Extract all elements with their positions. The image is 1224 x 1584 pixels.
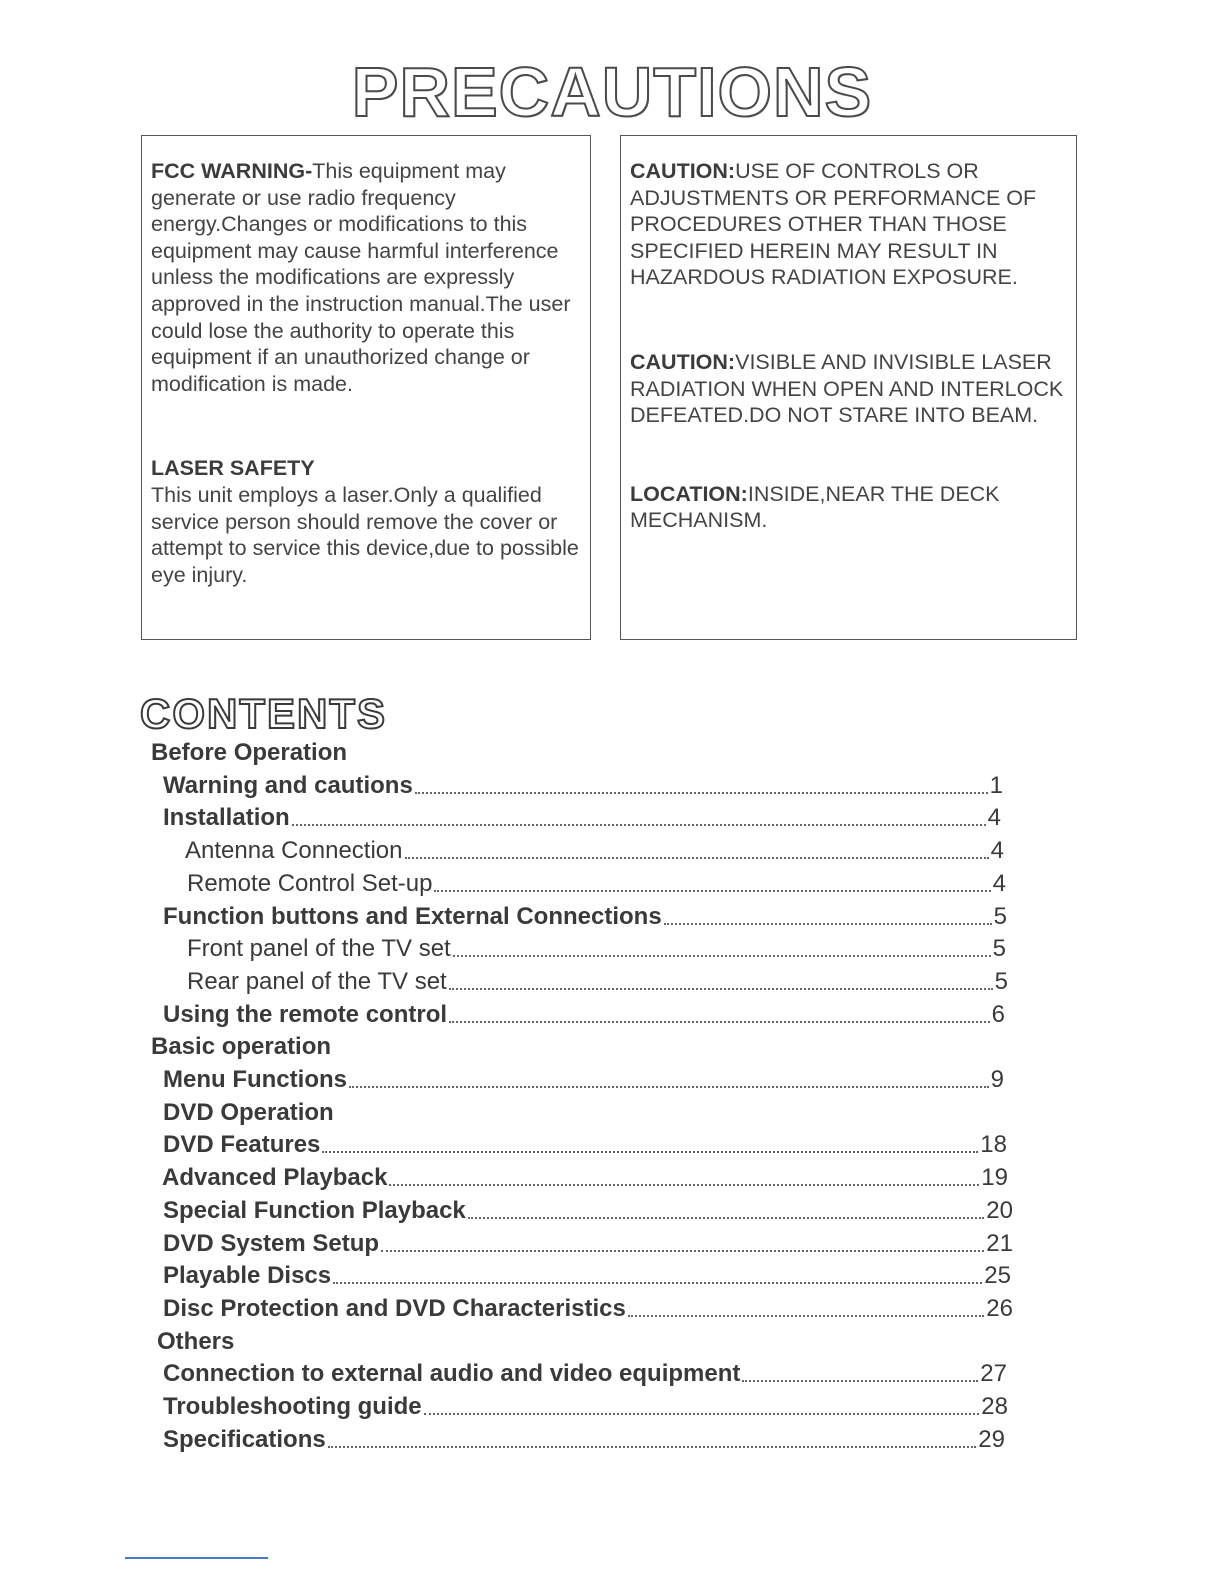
toc-entry-label: DVD Operation [163, 1098, 334, 1126]
toc-page-number: 4 [992, 869, 1006, 897]
toc-entry-label: Remote Control Set-up [187, 869, 433, 897]
toc-entry [163, 1228, 1013, 1258]
toc-leader-dots [405, 857, 989, 859]
page-title: PRECAUTIONS [351, 53, 873, 131]
caution-label-2: CAUTION: [630, 349, 736, 374]
contents-heading: CONTENTS [140, 690, 387, 737]
toc-page-number: 4 [987, 804, 1001, 832]
toc-entry [163, 1358, 1007, 1388]
toc-page-number: 28 [981, 1393, 1008, 1420]
caution-laser-text: VISIBLE AND INVISIBLE LASER RADIATION WHEN OPEN AND INTERLOCK DEFEATED.DO NOT STARE INTO BEAM. [630, 349, 1064, 428]
toc-entry [151, 737, 347, 767]
toc-leader-dots [742, 1380, 978, 1382]
location-label: LOCATION: [630, 481, 748, 506]
toc-entry-label: Special Function Playback [163, 1196, 466, 1224]
toc-entry-label: Function buttons and External Connections [163, 902, 662, 930]
toc-entry-label: Installation [163, 804, 290, 832]
toc-entry-label: Front panel of the TV set [187, 935, 451, 963]
toc-page-number: 9 [990, 1066, 1004, 1093]
toc-leader-dots [389, 1184, 979, 1186]
toc-entry-label: Others [157, 1327, 235, 1355]
caution-label-1: CAUTION: [630, 159, 736, 183]
location-text: INSIDE,NEAR THE DECK MECHANISM. [630, 481, 1000, 533]
toc-entry-label: Menu Functions [163, 1066, 347, 1093]
toc-entry-label: Playable Discs [163, 1262, 332, 1290]
toc-entry [163, 1293, 1013, 1323]
toc-leader-dots [328, 1446, 977, 1448]
toc-leader-dots [292, 824, 986, 826]
toc-leader-dots [434, 890, 990, 892]
footer-rule [125, 1557, 268, 1559]
toc-entry [187, 966, 1008, 996]
toc-entry [163, 1195, 1013, 1225]
toc-page-number: 5 [994, 967, 1008, 995]
toc-entry [163, 1097, 334, 1127]
toc-page-number: 29 [978, 1425, 1005, 1453]
toc-leader-dots [468, 1217, 985, 1219]
toc-leader-dots [453, 955, 991, 957]
toc-leader-dots [424, 1413, 980, 1415]
toc-entry [185, 835, 1004, 865]
toc-leader-dots [349, 1086, 989, 1088]
toc-leader-dots [415, 792, 988, 794]
toc-entry [151, 1031, 331, 1061]
toc-entry [157, 1326, 234, 1356]
toc-page-number: 27 [980, 1360, 1007, 1388]
toc-entry-label: Specifications [163, 1425, 326, 1453]
toc-entry-label: Troubleshooting guide [163, 1393, 422, 1420]
toc-entry [163, 999, 1005, 1029]
toc-page-number: 20 [986, 1196, 1013, 1224]
toc-leader-dots [628, 1315, 984, 1317]
toc-page-number: 19 [981, 1164, 1008, 1192]
toc-entry [163, 1391, 1008, 1421]
caution-controls-paragraph [630, 158, 1068, 291]
toc-leader-dots [333, 1282, 982, 1284]
toc-entry [163, 901, 1007, 931]
toc-entry-label: Basic operation [151, 1033, 332, 1061]
fcc-warning-paragraph [151, 158, 582, 397]
toc-entry [163, 1424, 1005, 1454]
toc-entry [163, 770, 1003, 800]
laser-safety-text: This unit employs a laser.Only a qualified service person should remove the cover or attempt to service this device,due to possible eye injury. [151, 482, 579, 587]
toc-leader-dots [449, 988, 993, 990]
fcc-warning-label: FCC WARNING- [151, 159, 313, 183]
toc-entry-label: Rear panel of the TV set [187, 967, 447, 995]
toc-leader-dots [449, 1021, 990, 1023]
toc-leader-dots [381, 1250, 984, 1252]
toc-entry-label: DVD Features [163, 1131, 321, 1159]
toc-entry [162, 1162, 1008, 1192]
toc-entry-label: Using the remote control [163, 1000, 448, 1028]
fcc-warning-text: This equipment may generate or use radio frequency energy.Changes or modifications to this equipment may cause harmful interference unless the modifications are expressly approved in the instruction manual.The user could lose the authority to operate this equipment if an unauthorized change or modification is made. [151, 159, 571, 396]
toc-entry-label: Before Operation [151, 739, 348, 766]
toc-entry [163, 1260, 1011, 1290]
toc-page-number: 1 [989, 771, 1003, 799]
location-paragraph [630, 481, 1068, 534]
toc-leader-dots [664, 923, 992, 925]
toc-page-number: 5 [993, 902, 1007, 930]
toc-entry-label: Antenna Connection [185, 837, 403, 865]
caution-laser-paragraph [630, 349, 1068, 429]
toc-page-number: 26 [986, 1294, 1013, 1322]
toc-page-number: 5 [992, 935, 1006, 963]
toc-page-number: 21 [986, 1229, 1013, 1257]
toc-leader-dots [322, 1151, 978, 1153]
toc-page-number: 4 [990, 837, 1004, 865]
toc-entry [163, 1129, 1007, 1159]
toc-entry-label: Disc Protection and DVD Characteristics [163, 1294, 626, 1322]
toc-entry [187, 933, 1006, 963]
toc-page-number: 25 [984, 1262, 1011, 1290]
toc-entry-label: Advanced Playback [162, 1164, 388, 1192]
laser-safety-heading [151, 455, 582, 482]
toc-entry-label: Connection to external audio and video equipment [163, 1360, 741, 1388]
toc-page-number: 18 [980, 1131, 1007, 1159]
toc-entry [163, 1064, 1004, 1094]
fcc-laser-box [141, 135, 591, 640]
toc-entry [187, 868, 1006, 898]
toc-page-number: 6 [991, 1000, 1005, 1028]
caution-box [620, 135, 1077, 640]
laser-safety-label: LASER SAFETY [151, 456, 315, 481]
toc-entry-label: Warning and cautions [163, 771, 413, 799]
caution-controls-text: USE OF CONTROLS OR ADJUSTMENTS OR PERFORMANCE OF PROCEDURES OTHER THAN THOSE SPECIFIED HEREIN MAY RESULT IN HAZARDOUS RADIATION EXPOSURE. [630, 159, 1037, 290]
toc-entry-label: DVD System Setup [163, 1229, 380, 1257]
toc-entry [163, 802, 1001, 832]
